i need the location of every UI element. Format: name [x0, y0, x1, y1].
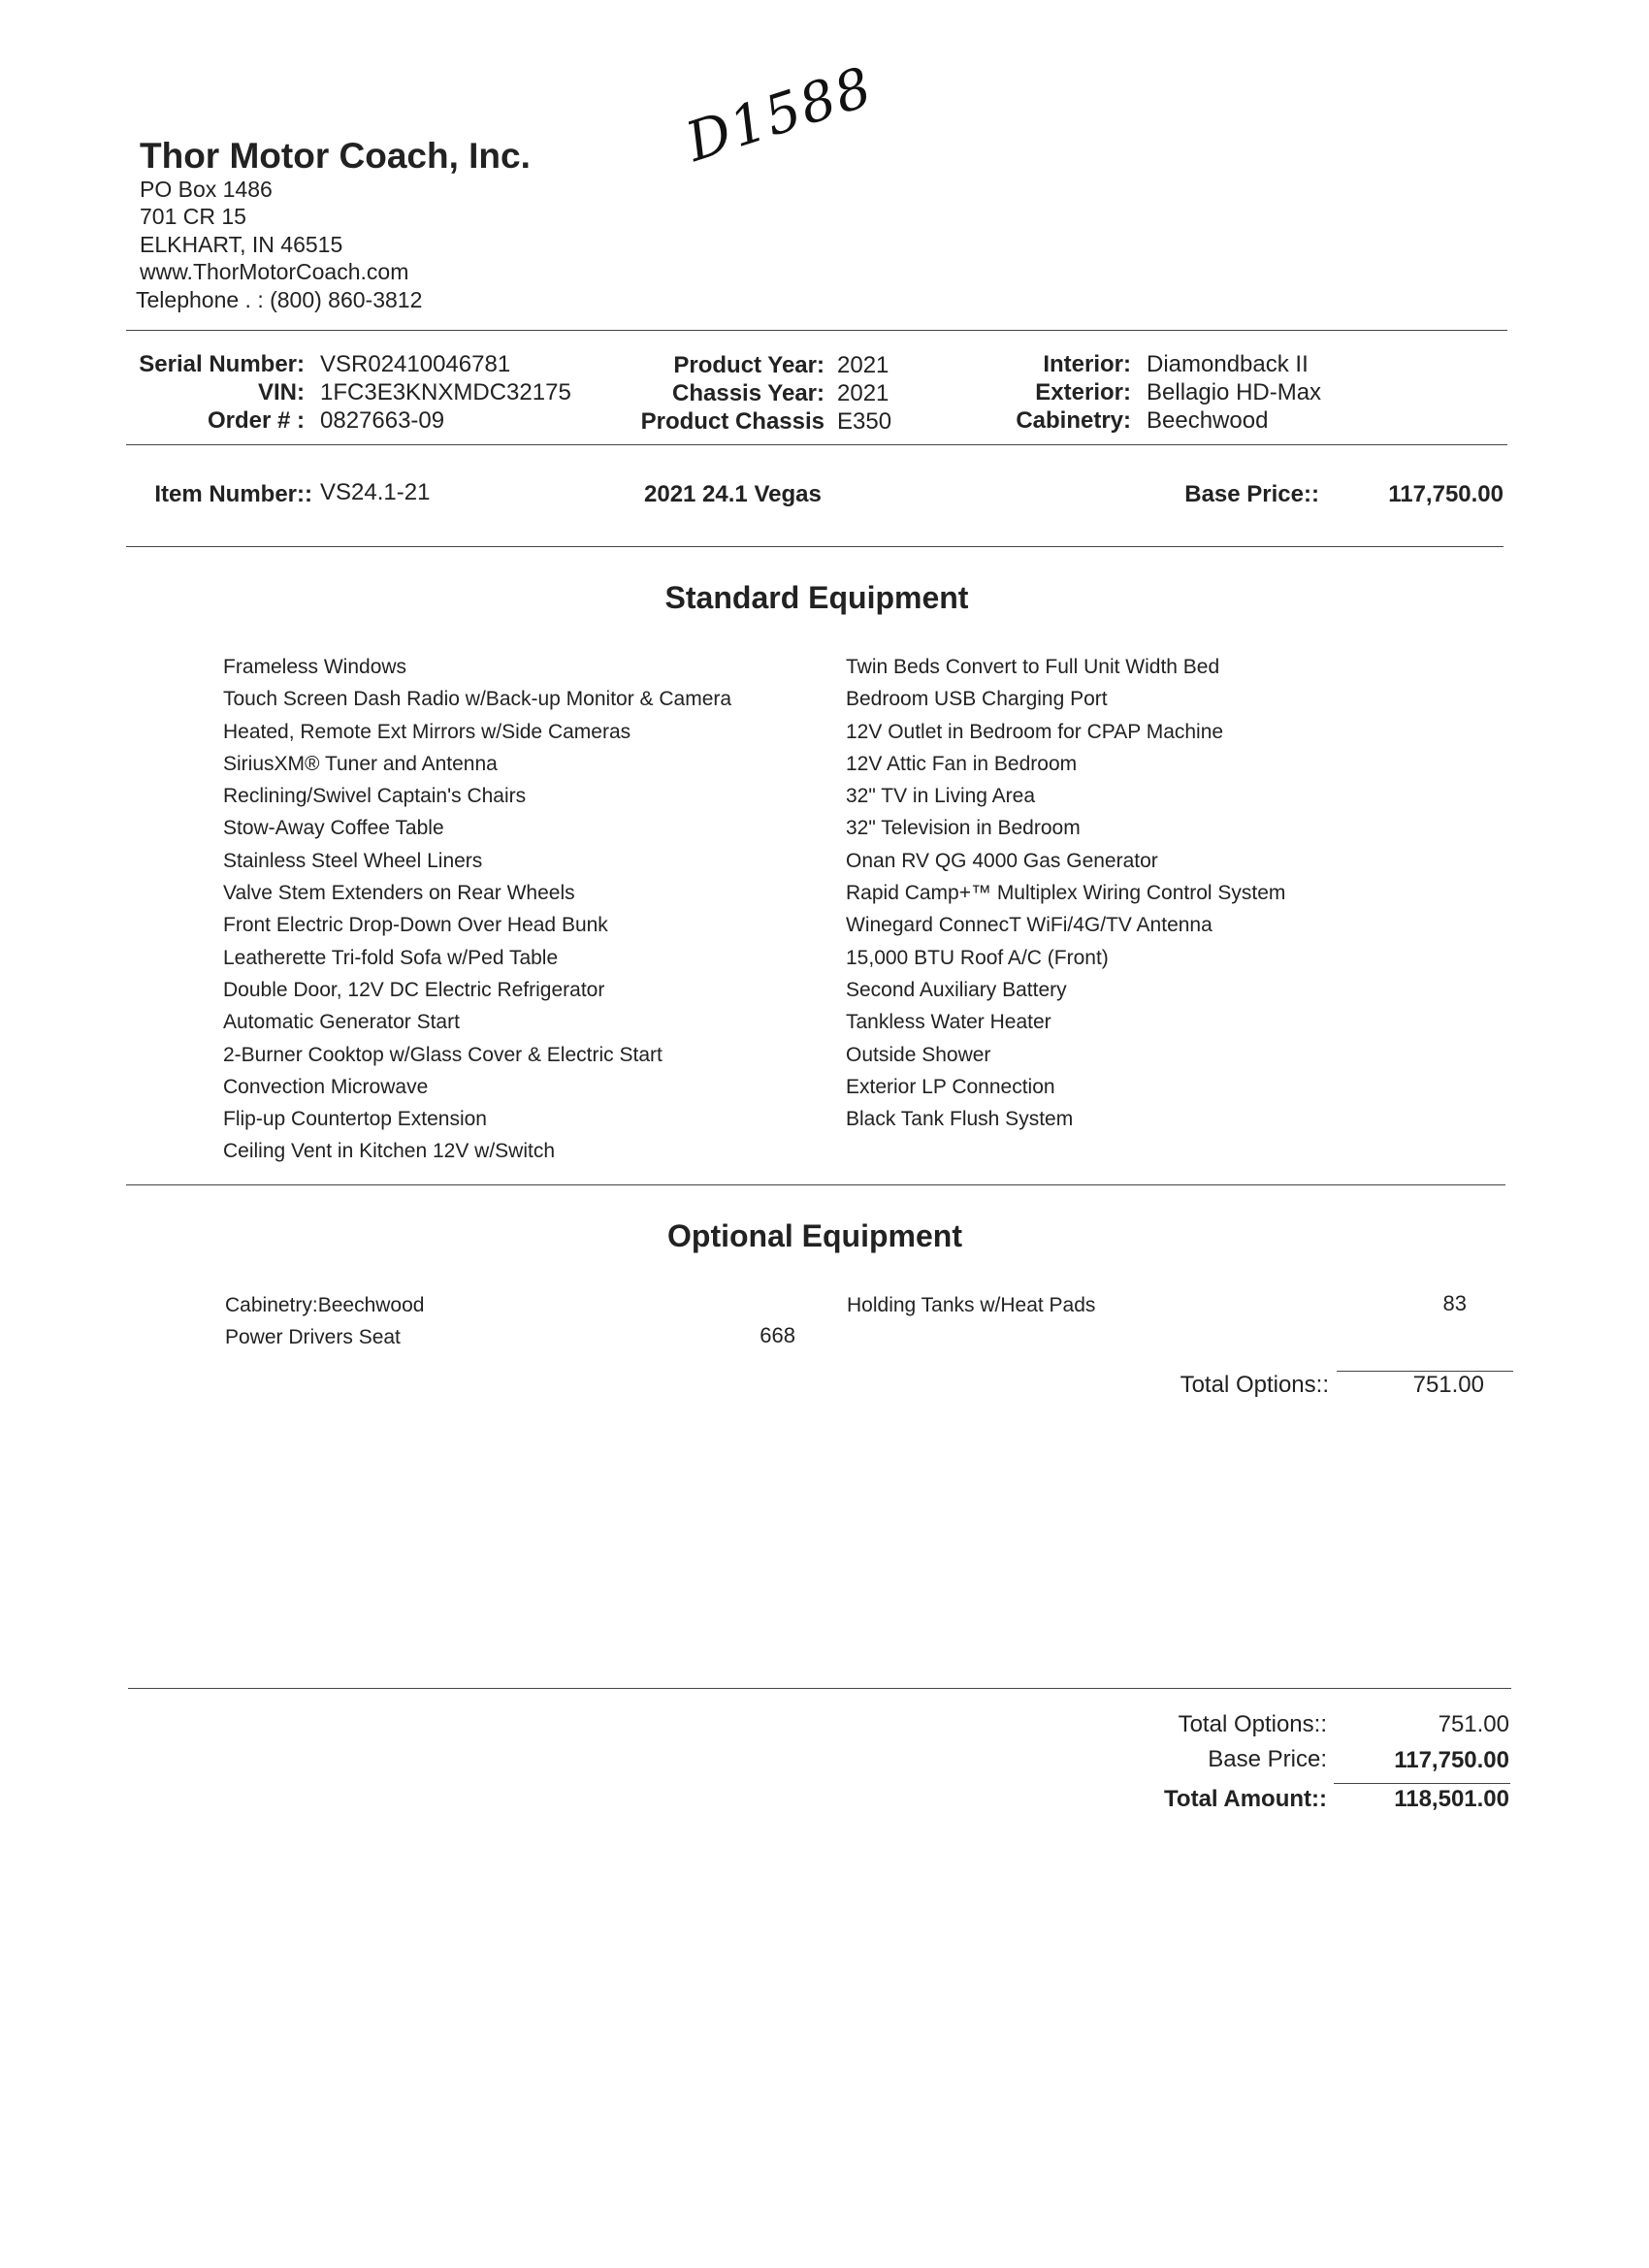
summary-base-price-label: Base Price:	[1208, 1746, 1327, 1772]
summary-total-amount-label: Total Amount::	[1164, 1786, 1327, 1812]
standard-equipment-item: Valve Stem Extenders on Rear Wheels	[223, 882, 575, 905]
standard-equipment-right-list	[846, 656, 1285, 1140]
standard-equipment-item: Touch Screen Dash Radio w/Back-up Monitor & Camera	[223, 688, 732, 711]
standard-equipment-item: Onan RV QG 4000 Gas Generator	[846, 849, 1158, 872]
model-name: 2021 24.1 Vegas	[644, 481, 822, 507]
handwritten-note: D1588	[679, 54, 881, 175]
serial-number-label: Serial Number:	[139, 351, 305, 377]
product-chassis-label: Product Chassis	[640, 408, 824, 435]
interior-label: Interior:	[1043, 351, 1131, 377]
exterior-label: Exterior:	[1035, 379, 1131, 405]
summary-total-options-value: 751.00	[1438, 1711, 1509, 1737]
chassis-year-value: 2021	[837, 380, 889, 406]
standard-equipment-item: Stow-Away Coffee Table	[223, 817, 444, 840]
standard-equipment-item: Reclining/Swivel Captain's Chairs	[223, 785, 527, 808]
optional-item-name: Cabinetry:Beechwood	[225, 1294, 425, 1316]
standard-equipment-item: Black Tank Flush System	[846, 1108, 1074, 1131]
vin-value: 1FC3E3KNXMDC32175	[320, 379, 571, 405]
standard-equipment-item: Bedroom USB Charging Port	[846, 688, 1108, 711]
address-line-po-box: PO Box 1486	[140, 177, 273, 202]
standard-equipment-item: Front Electric Drop-Down Over Head Bunk	[223, 914, 608, 937]
standard-equipment-item: Convection Microwave	[223, 1075, 429, 1098]
standard-equipment-item: 32" TV in Living Area	[846, 785, 1036, 808]
divider-vehicle	[126, 444, 1507, 445]
product-year-value: 2021	[837, 352, 889, 378]
standard-equipment-item: SiriusXM® Tuner and Antenna	[223, 752, 498, 775]
exterior-value: Bellagio HD-Max	[1147, 379, 1322, 405]
interior-value: Diamondback II	[1147, 351, 1309, 377]
order-number-label: Order # :	[207, 407, 305, 434]
item-number-value: VS24.1-21	[320, 479, 431, 505]
summary-total-options-label: Total Options::	[1178, 1711, 1327, 1737]
summary-total-amount-value: 118,501.00	[1394, 1786, 1509, 1812]
standard-equipment-item: 15,000 BTU Roof A/C (Front)	[846, 946, 1109, 969]
standard-equipment-left-list	[223, 656, 731, 1173]
standard-equipment-item: Tankless Water Heater	[846, 1011, 1051, 1034]
standard-equipment-item: Flip-up Countertop Extension	[223, 1108, 487, 1131]
standard-equipment-item: 2-Burner Cooktop w/Glass Cover & Electric Start	[223, 1043, 663, 1066]
standard-equipment-item: 32" Television in Bedroom	[846, 817, 1081, 840]
standard-equipment-item: Leatherette Tri-fold Sofa w/Ped Table	[223, 946, 559, 969]
optional-item-price: 83	[1442, 1291, 1467, 1315]
address-line-city: ELKHART, IN 46515	[140, 232, 343, 257]
chassis-year-label: Chassis Year:	[672, 380, 824, 406]
summary-total-rule	[1334, 1783, 1510, 1784]
serial-number-value: VSR02410046781	[320, 351, 511, 377]
standard-equipment-item: 12V Outlet in Bedroom for CPAP Machine	[846, 720, 1224, 743]
standard-equipment-item: 12V Attic Fan in Bedroom	[846, 752, 1078, 775]
standard-equipment-title: Standard Equipment	[664, 580, 969, 615]
product-year-label: Product Year:	[673, 352, 824, 378]
address-line-telephone: Telephone . : (800) 860-3812	[136, 287, 423, 312]
standard-equipment-item: Heated, Remote Ext Mirrors w/Side Cameras	[223, 720, 631, 743]
order-number-value: 0827663-09	[320, 407, 445, 434]
address-line-street: 701 CR 15	[140, 204, 246, 229]
standard-equipment-item: Ceiling Vent in Kitchen 12V w/Switch	[223, 1140, 556, 1163]
cabinetry-label: Cabinetry:	[1016, 407, 1131, 434]
standard-equipment-item: Double Door, 12V DC Electric Refrigerator	[223, 978, 605, 1001]
standard-equipment-item: Frameless Windows	[223, 656, 407, 678]
address-line-website: www.ThorMotorCoach.com	[140, 259, 409, 284]
divider-item	[126, 546, 1504, 547]
summary-base-price-value: 117,750.00	[1394, 1747, 1509, 1773]
standard-equipment-item: Exterior LP Connection	[846, 1075, 1055, 1098]
optional-item-name: Holding Tanks w/Heat Pads	[847, 1294, 1096, 1316]
standard-equipment-item: Outside Shower	[846, 1043, 991, 1066]
standard-equipment-item: Stainless Steel Wheel Liners	[223, 849, 483, 872]
cabinetry-value: Beechwood	[1147, 407, 1269, 434]
vin-label: VIN:	[258, 379, 305, 405]
standard-equipment-item: Automatic Generator Start	[223, 1011, 460, 1034]
company-name: Thor Motor Coach, Inc.	[140, 136, 531, 176]
optional-equipment-title: Optional Equipment	[667, 1218, 962, 1253]
base-price-value: 117,750.00	[1388, 481, 1504, 507]
divider-standard	[126, 1184, 1505, 1185]
divider-top	[126, 330, 1507, 331]
item-number-label: Item Number::	[154, 481, 312, 507]
optional-total-value: 751.00	[1412, 1372, 1484, 1398]
optional-item-price: 668	[760, 1323, 795, 1347]
base-price-label: Base Price::	[1184, 481, 1319, 507]
optional-item-name: Power Drivers Seat	[225, 1326, 401, 1348]
product-chassis-value: E350	[837, 408, 892, 435]
standard-equipment-item: Second Auxiliary Battery	[846, 978, 1067, 1001]
standard-equipment-item: Winegard ConnecT WiFi/4G/TV Antenna	[846, 914, 1212, 937]
standard-equipment-item: Twin Beds Convert to Full Unit Width Bed	[846, 656, 1220, 678]
divider-summary	[128, 1688, 1511, 1689]
standard-equipment-item: Rapid Camp+™ Multiplex Wiring Control System	[846, 882, 1286, 905]
optional-total-label: Total Options::	[1180, 1372, 1329, 1398]
